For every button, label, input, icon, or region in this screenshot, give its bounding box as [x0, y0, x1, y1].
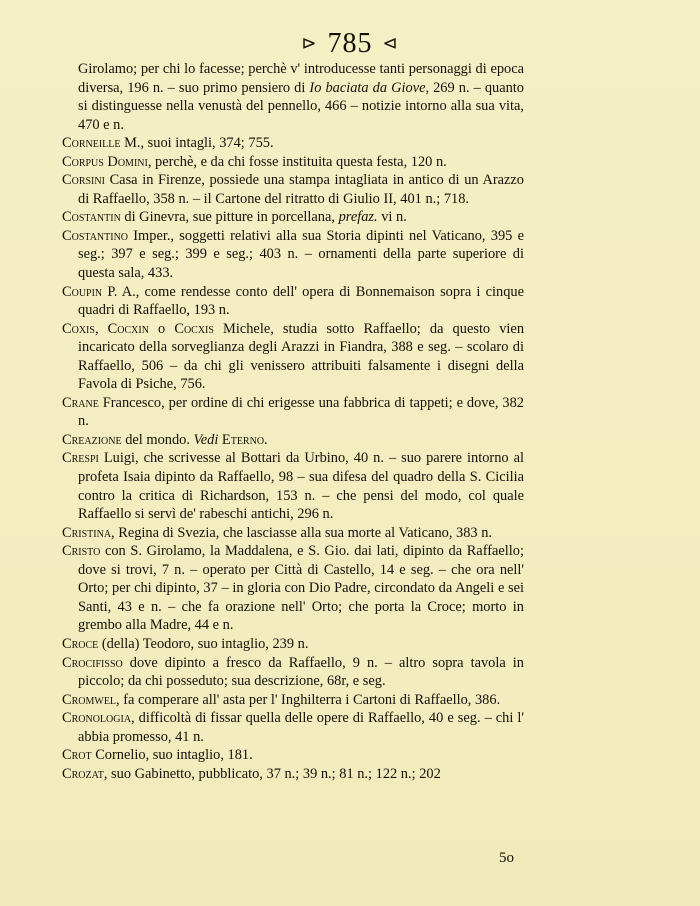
- index-entry: Creazione del mondo. Vedi Eterno.: [62, 431, 268, 448]
- ornament-left-icon: ⊳: [301, 33, 318, 53]
- entry-heading: Costantino: [62, 227, 129, 244]
- entry-heading: Coxis: [62, 320, 95, 337]
- page-number: 785: [327, 28, 373, 59]
- index-entry: Corsini Casa in Firenze, possiede una stampa intagliata in antico di un Arazzo di Raffaello, 358 n. – il Cartone del ritratto di Giulio II, 401 n.; 718.: [62, 172, 524, 207]
- index-entry: Cristina, Regina di Svezia, che lasciasse alla sua morte al Vaticano, 383 n.: [62, 524, 493, 541]
- entry-heading: Corneille M.: [62, 135, 141, 152]
- index-entry: Corpus Domini, perchè, e da chi fosse instituita questa festa, 120 n.: [62, 153, 447, 170]
- index-entries: [62, 60, 524, 783]
- index-entry: Cromwel, fa comperare all' asta per l' Inghilterra i Cartoni di Raffaello, 386.: [62, 691, 501, 708]
- entry-heading: Cronologia: [62, 710, 132, 727]
- entry-heading: Coupin: [62, 283, 103, 300]
- index-entry: Costantin di Ginevra, sue pitture in porcellana, prefaz. vi n.: [62, 209, 407, 226]
- index-entry: Crozat, suo Gabinetto, pubblicato, 37 n.; 39 n.; 81 n.; 122 n.; 202: [62, 765, 441, 782]
- entry-heading: Corsini: [62, 172, 105, 189]
- ornament-right-icon: ⊲: [382, 33, 399, 53]
- entry-heading: Croce: [62, 635, 99, 652]
- page-header: [0, 28, 700, 60]
- index-entry: Croce (della) Teodoro, suo intaglio, 239 n.: [62, 635, 309, 652]
- entry-heading: Crocifisso: [62, 654, 123, 671]
- entry-heading: Cristo: [62, 543, 101, 560]
- index-entry: Coxis, Cocxin o Cocxis Michele, studia sotto Raffaello; da questo vien incaricato della sorveglianza degli Arazzi in Fiandra, 388 e seg. – scolaro di Raffaello, 506 – da chi gli venissero attribuiti falsamente i disegni della Favola di Psiche, 756.: [62, 320, 525, 393]
- index-entry: Cristo con S. Girolamo, la Maddalena, e S. Gio. dai lati, dipinto da Raffaello; dove si trovi, 7 n. – operato per Città di Castello, 14 e seg. – che ora nell' Orto; per chi dipinto, 37 – in gloria con Dio Padre, circondato da Angeli e sei Santi, 43 e n. – che fa orazione nell' Orto; che porta la Croce; morto in grembo alla Madre, 44 e n.: [62, 543, 524, 634]
- index-entry: Crocifisso dove dipinto a fresco da Raffaello, 9 n. – altro sopra tavola in piccolo; da chi posseduto; sua descrizione, 68r, e seg.: [62, 654, 524, 690]
- entry-heading: Crozat: [62, 765, 104, 782]
- index-entry: Crot Cornelio, suo intaglio, 181.: [62, 747, 253, 764]
- entry-heading: Corpus Domini: [62, 153, 148, 170]
- index-entry: Cronologia, difficoltà di fissar quella delle opere di Raffaello, 40 e seg. – chi l' abbia promesso, 41 n.: [62, 710, 524, 745]
- entry-heading: Crot: [62, 747, 92, 764]
- index-entry: Coupin P. A., come rendesse conto dell' opera di Bonnemaison sopra i cinque quadri di Raffaello, 193 n.: [62, 283, 524, 319]
- entry-heading: Crespi: [62, 450, 99, 467]
- entry-heading: Cromwel: [62, 691, 117, 708]
- index-entry: Corneille M., suoi intagli, 374; 755.: [62, 135, 274, 152]
- index-entry: Costantino Imper., soggetti relativi alla sua Storia dipinti nel Vaticano, 395 e seg.; 397 e seg.; 399 e seg.; 403 n. – ornamenti della parte superiore di questa sala, 433.: [62, 227, 524, 282]
- entry-heading: Crane: [62, 394, 99, 411]
- signature-mark: 5o: [499, 850, 514, 866]
- entry-heading: Cristina: [62, 524, 112, 541]
- entry-heading: Costantin: [62, 209, 121, 226]
- entry-heading: Creazione: [62, 431, 122, 448]
- index-entry: Girolamo; per chi lo facesse; perchè v' introducesse tanti personaggi di epoca diversa, 196 n. – suo primo pensiero di Io baciata da Giove, 269 n. – quanto si distinguesse nella venustà del pennello, 466 – notizie intorno alla sua vita, 470 e n.: [78, 61, 524, 133]
- index-entry: Crespi Luigi, che scrivesse al Bottari da Urbino, 40 n. – suo parere intorno al profeta Isaia dipinto da Raffaello, 98 – sua difesa del quadro della S. Cicilia contro la critica di Richardson, 153 n. – che pensi del modo, col quale Raffaello si servì de' rabeschi antichi, 296 n.: [62, 450, 524, 523]
- index-entry: Crane Francesco, per ordine di chi erigesse una fabbrica di tappeti; e dove, 382 n.: [62, 394, 524, 430]
